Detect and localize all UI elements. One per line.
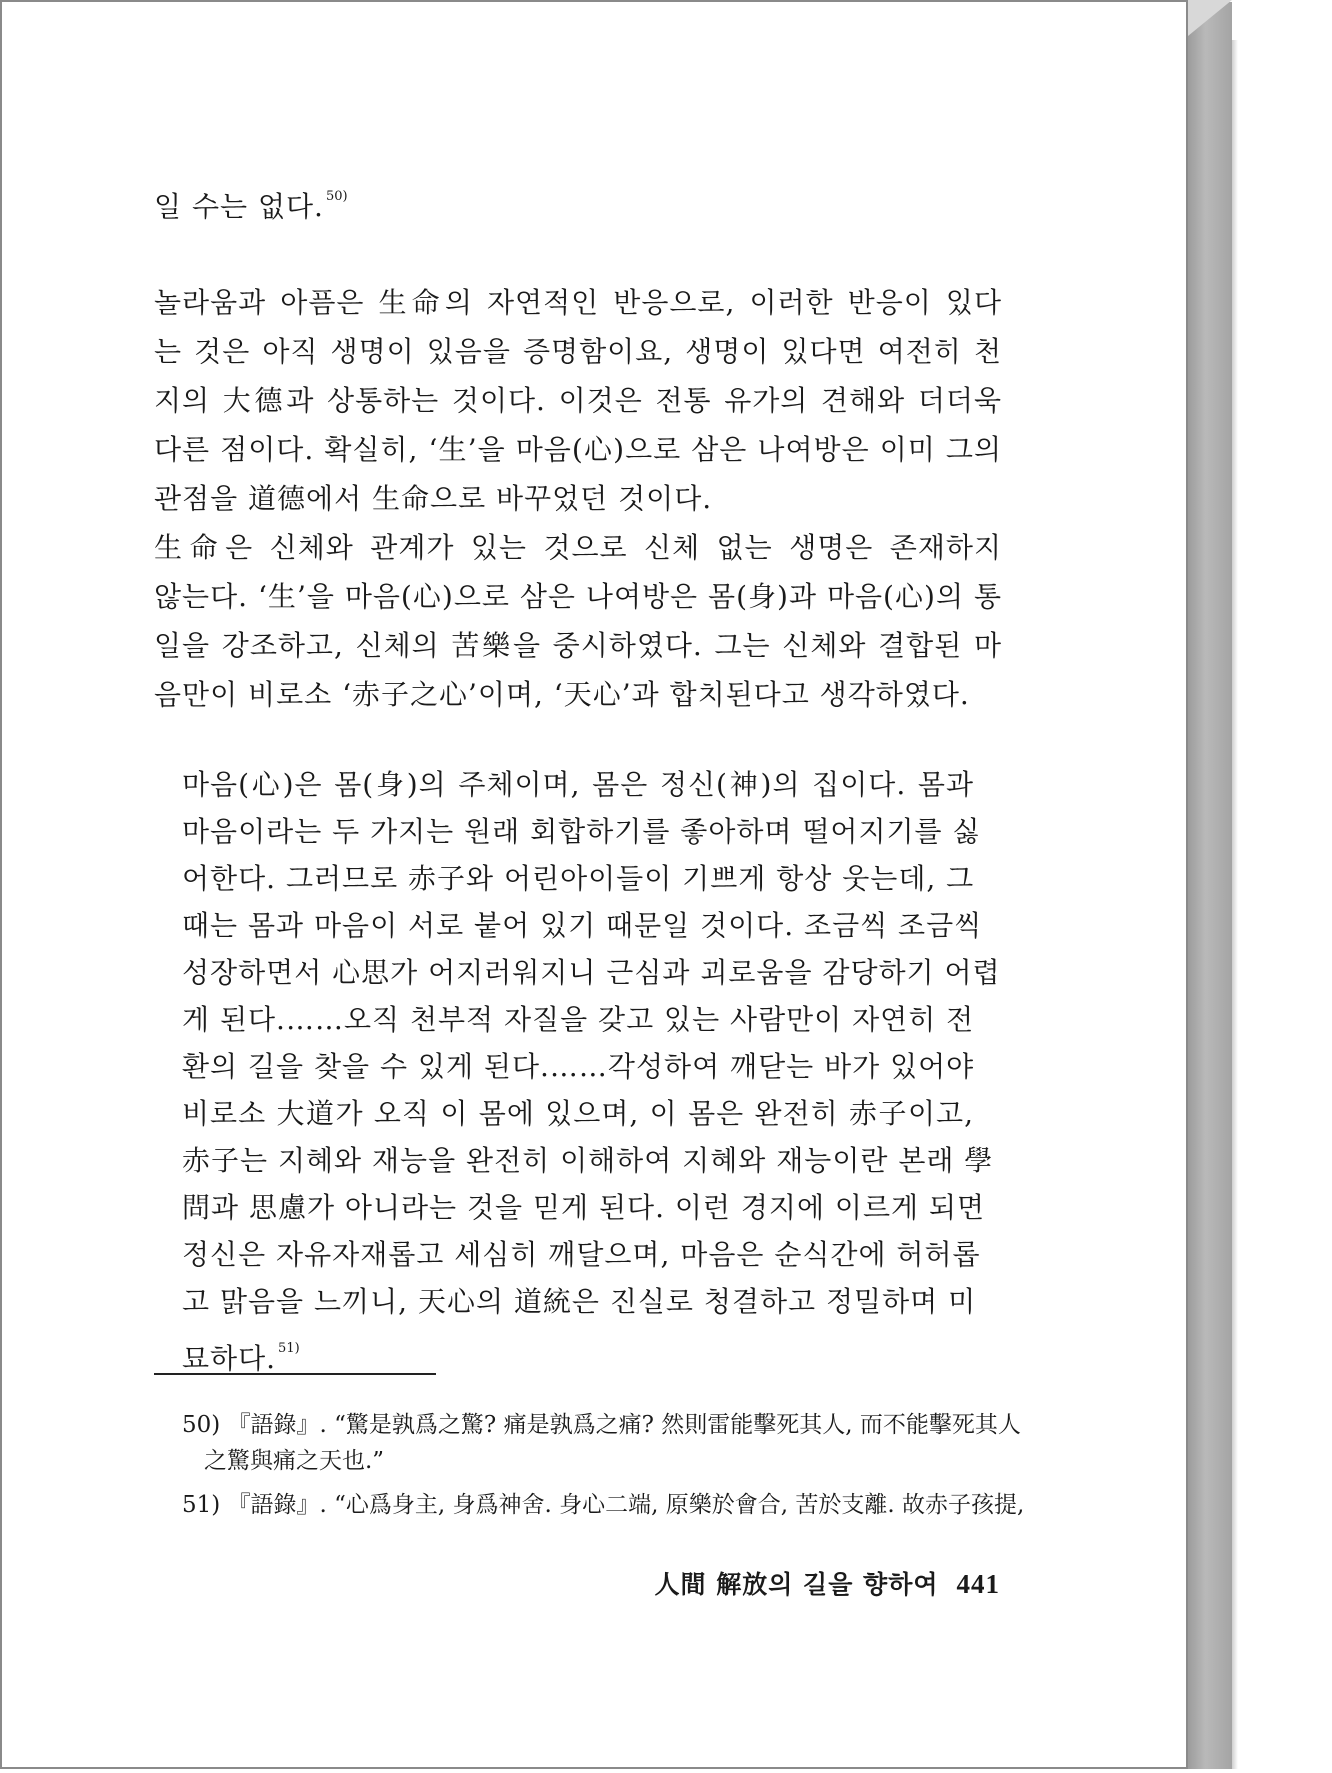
footnote-divider xyxy=(154,1373,436,1375)
quote-line: 고 맑음을 느끼니, 天心의 道統은 진실로 청결하고 정밀하며 미 xyxy=(182,1285,977,1318)
footnote-ref-50[interactable]: 50) xyxy=(325,189,348,204)
running-title: 人間 解放의 길을 향하여 xyxy=(654,1570,939,1599)
text-line: 지의 大德과 상통하는 것이다. 이것은 전통 유가의 견해와 더더욱 xyxy=(154,384,1002,417)
quote-line: 정신은 자유자재롭고 세심히 깨달으며, 마음은 순식간에 허허롭 xyxy=(182,1238,981,1271)
quote-line: 마음이라는 두 가지는 원래 회합하기를 좋아하며 떨어지기를 싫 xyxy=(182,815,981,848)
text-line-content: 일 수는 없다. xyxy=(154,190,324,223)
quote-line xyxy=(182,1325,974,1375)
footnotes xyxy=(182,1407,1025,1523)
paragraph-continuation xyxy=(154,172,1002,221)
text-line: 일을 강조하고, 신체의 苦樂을 중시하였다. 그는 신체와 결합된 마 xyxy=(154,629,1002,662)
quote-line: 비로소 大道가 오직 이 몸에 있으며, 이 몸은 완전히 赤子이고, xyxy=(182,1097,974,1130)
page-edge-shadow xyxy=(1188,2,1232,1769)
block-quote xyxy=(182,761,1001,1375)
text-line: 음만이 비로소 ‘赤子之心’이며, ‘天心’과 합치된다고 생각하였다. xyxy=(154,678,970,711)
page-edge-corner xyxy=(1188,0,1232,36)
quote-line: 問과 思慮가 아니라는 것을 믿게 된다. 이런 경지에 이르게 되면 xyxy=(182,1191,986,1224)
quote-line: 赤子는 지혜와 재능을 완전히 이해하여 지혜와 재능이란 본래 學 xyxy=(182,1144,994,1177)
quote-line: 어한다. 그러므로 赤子와 어린아이들이 기쁘게 항상 웃는데, 그 xyxy=(182,862,975,895)
footnote-ref-51[interactable]: 51) xyxy=(278,1341,300,1356)
paragraph-surprise-pain xyxy=(154,278,1002,523)
footnote-text-continued: 之驚與痛之天也.” xyxy=(204,1448,385,1474)
quote-line: 게 된다.……오직 천부적 자질을 갖고 있는 사람만이 자연히 전 xyxy=(182,1003,975,1036)
quote-line-content: 묘하다. xyxy=(182,1342,277,1375)
text-line: 않는다. ‘生’을 마음(心)으로 삼은 나여방은 몸(身)과 마음(心)의 통 xyxy=(154,580,1002,613)
text-line xyxy=(154,172,1002,221)
footnote-text: 50) 『語錄』. “驚是孰爲之驚? 痛是孰爲之痛? 然則雷能擊死其人, 而不能擊死其人 xyxy=(182,1412,1021,1438)
paragraph-life-body xyxy=(154,523,1002,719)
quote-line: 마음(心)은 몸(身)의 주체이며, 몸은 정신(神)의 집이다. 몸과 xyxy=(182,768,974,801)
footnote-51 xyxy=(182,1487,1025,1523)
quote-line: 성장하면서 心思가 어지러워지니 근심과 괴로움을 감당하기 어렵 xyxy=(182,956,1001,989)
quote-line: 때는 몸과 마음이 서로 붙어 있기 때문일 것이다. 조금씩 조금씩 xyxy=(182,909,983,942)
footnote-text: 51) 『語錄』. “心爲身主, 身爲神舍. 身心二端, 原樂於會合, 苦於支離. 故赤子孩提, xyxy=(182,1492,1025,1518)
text-line: 놀라움과 아픔은 生命의 자연적인 반응으로, 이러한 반응이 있다 xyxy=(154,286,1002,319)
running-footer xyxy=(654,1565,1000,1601)
text-line: 生命은 신체와 관계가 있는 것으로 신체 없는 생명은 존재하지 xyxy=(154,531,1002,564)
text-line: 다른 점이다. 확실히, ‘生’을 마음(心)으로 삼은 나여방은 이미 그의 xyxy=(154,433,1002,466)
page-number: 441 xyxy=(956,1569,1000,1599)
quote-line: 환의 길을 찾을 수 있게 된다.……각성하여 깨닫는 바가 있어야 xyxy=(182,1050,975,1083)
page-drop-shadow xyxy=(1232,40,1238,1769)
text-line: 관점을 道德에서 生命으로 바꾸었던 것이다. xyxy=(154,482,713,515)
footnote-50 xyxy=(182,1407,1021,1479)
text-line: 는 것은 아직 생명이 있음을 증명함이요, 생명이 있다면 여전히 천 xyxy=(154,335,1002,368)
